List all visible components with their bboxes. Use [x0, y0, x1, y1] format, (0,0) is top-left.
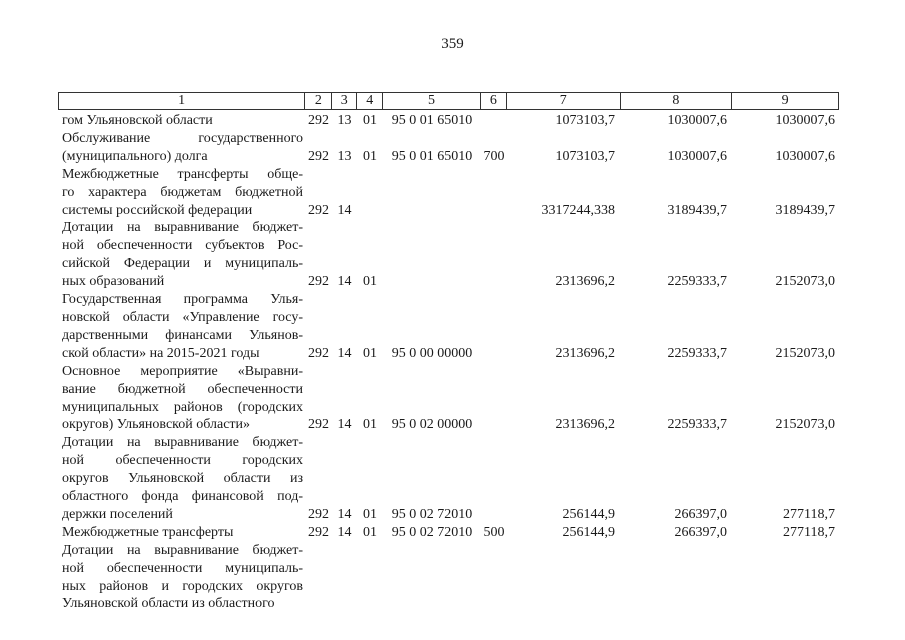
description-line: гом Ульяновской области	[62, 113, 213, 128]
description-line: новской области «Управление госу-	[62, 309, 303, 325]
description-line: ных образований	[62, 274, 165, 290]
col-target-article: 95 0 02 72010	[391, 506, 473, 522]
col-subsection: 01	[363, 345, 377, 361]
description-line: системы российской федерации	[62, 202, 253, 218]
description-line: Основное мероприятие «Выравни-	[62, 363, 303, 379]
header-col-4: 4	[357, 93, 383, 109]
col-amount-3: 3189439,7	[775, 202, 835, 218]
col-amount-1: 1073103,7	[555, 113, 615, 128]
col-amount-1: 2313696,2	[555, 345, 615, 361]
description-line: го характера бюджетам бюджетной	[62, 184, 303, 200]
col-amount-1: 256144,9	[562, 524, 615, 540]
description-line: Дотации на выравнивание бюджет-	[62, 435, 303, 451]
col-amount-3: 2152073,0	[775, 345, 835, 361]
header-col-2: 2	[305, 93, 332, 109]
table-row	[58, 219, 839, 291]
description-line: Дотации на выравнивание бюджет-	[62, 220, 303, 236]
col-amount-2: 2259333,7	[667, 274, 727, 290]
description-line: округов Ульяновской области из	[62, 471, 303, 487]
header-col-1: 1	[59, 93, 305, 109]
description-line: Дотации на выравнивание бюджет-	[62, 542, 303, 558]
col-amount-3: 277118,7	[783, 506, 835, 522]
col-amount-2: 1030007,6	[667, 148, 727, 164]
row-description	[58, 524, 305, 542]
col-admin: 292	[308, 506, 329, 522]
col-amount-1: 3317244,338	[541, 202, 615, 218]
row-description	[58, 542, 305, 614]
col-section: 14	[337, 345, 352, 361]
col-amount-3: 277118,7	[783, 524, 835, 540]
description-line: сийской Федерации и муниципаль-	[62, 256, 303, 272]
header-col-8: 8	[621, 93, 733, 109]
header-col-3: 3	[332, 93, 357, 109]
description-line: (муниципального) долга	[62, 148, 208, 164]
table-row	[58, 130, 839, 166]
col-section: 14	[337, 274, 352, 290]
col-subsection: 01	[363, 113, 377, 128]
col-admin: 292	[308, 524, 329, 540]
col-section: 14	[337, 202, 352, 218]
col-admin: 292	[308, 113, 329, 128]
description-line: округов) Ульяновской области»	[62, 417, 251, 433]
row-description	[58, 291, 305, 363]
col-amount-3: 2152073,0	[775, 274, 835, 290]
col-target-article: 95 0 00 00000	[391, 345, 473, 361]
col-admin: 292	[308, 274, 329, 290]
col-amount-2: 3189439,7	[667, 202, 727, 218]
row-description	[58, 112, 305, 130]
col-admin: 292	[308, 417, 329, 433]
table-row	[58, 166, 839, 220]
description-line: ной обеспеченности субъектов Рос-	[62, 238, 303, 254]
description-line: Межбюджетные трансферты обще-	[62, 166, 303, 182]
col-amount-2: 2259333,7	[667, 345, 727, 361]
description-line: держки поселений	[62, 506, 173, 522]
header-col-9: 9	[781, 93, 789, 108]
description-line: вание бюджетной обеспеченности	[62, 381, 303, 397]
table-row	[58, 542, 839, 614]
description-line: Государственная программа Улья-	[62, 292, 303, 308]
col-subsection: 01	[363, 148, 377, 164]
col-amount-2: 266397,0	[674, 524, 727, 540]
description-line: муниципальных районов (городских	[62, 399, 303, 415]
table-body	[58, 112, 839, 613]
table-row	[58, 291, 839, 363]
header-col-5: 5	[383, 93, 481, 109]
col-amount-2: 1030007,6	[667, 113, 727, 128]
col-amount-3: 2152073,0	[775, 417, 835, 433]
table-row	[58, 524, 839, 542]
row-description	[58, 363, 305, 435]
description-line: ной обеспеченности муниципаль-	[62, 560, 303, 576]
col-amount-1: 2313696,2	[555, 274, 615, 290]
description-line: ской области» на 2015-2021 годы	[62, 345, 260, 361]
col-section: 13	[337, 113, 352, 128]
description-line: Ульяновской области из областного	[62, 596, 275, 612]
col-target-article: 95 0 02 72010	[391, 524, 473, 540]
col-subsection: 01	[363, 417, 377, 433]
col-expense-type: 500	[483, 524, 505, 540]
col-amount-1: 1073103,7	[555, 148, 615, 164]
col-amount-3: 1030007,6	[775, 113, 835, 128]
col-target-article: 95 0 01 65010	[391, 148, 473, 164]
col-amount-1: 2313696,2	[555, 417, 615, 433]
col-amount-3: 1030007,6	[775, 148, 835, 164]
table-row	[58, 112, 839, 130]
description-line: Межбюджетные трансферты	[62, 524, 234, 540]
col-target-article: 95 0 02 00000	[391, 417, 473, 433]
page-number: 359	[441, 36, 464, 52]
description-line: Обслуживание государственного	[62, 130, 303, 146]
col-subsection: 01	[363, 506, 377, 522]
col-admin: 292	[308, 345, 329, 361]
header-col-6: 6	[481, 93, 507, 109]
col-admin: 292	[308, 202, 329, 218]
row-description	[58, 434, 305, 524]
col-admin: 292	[308, 148, 329, 164]
description-line: дарственными финансами Ульянов-	[62, 327, 303, 343]
col-amount-1: 256144,9	[562, 506, 615, 522]
row-description	[58, 166, 305, 220]
description-line: ной обеспеченности городских	[62, 453, 303, 469]
col-target-article: 95 0 01 65010	[391, 113, 473, 128]
description-line: областного фонда финансовой под-	[62, 489, 303, 505]
table-row	[58, 363, 839, 435]
col-amount-2: 266397,0	[674, 506, 727, 522]
col-subsection: 01	[363, 274, 377, 290]
table-row	[58, 434, 839, 524]
col-section: 14	[337, 524, 352, 540]
col-amount-2: 2259333,7	[667, 417, 727, 433]
table-header	[58, 92, 839, 110]
col-expense-type: 700	[483, 148, 505, 164]
description-line: ных районов и городских округов	[62, 578, 303, 594]
row-description	[58, 219, 305, 291]
col-section: 13	[337, 148, 352, 164]
row-description	[58, 130, 305, 166]
col-subsection: 01	[363, 524, 377, 540]
col-section: 14	[337, 417, 352, 433]
header-col-7: 7	[507, 93, 621, 109]
col-section: 14	[337, 506, 352, 522]
